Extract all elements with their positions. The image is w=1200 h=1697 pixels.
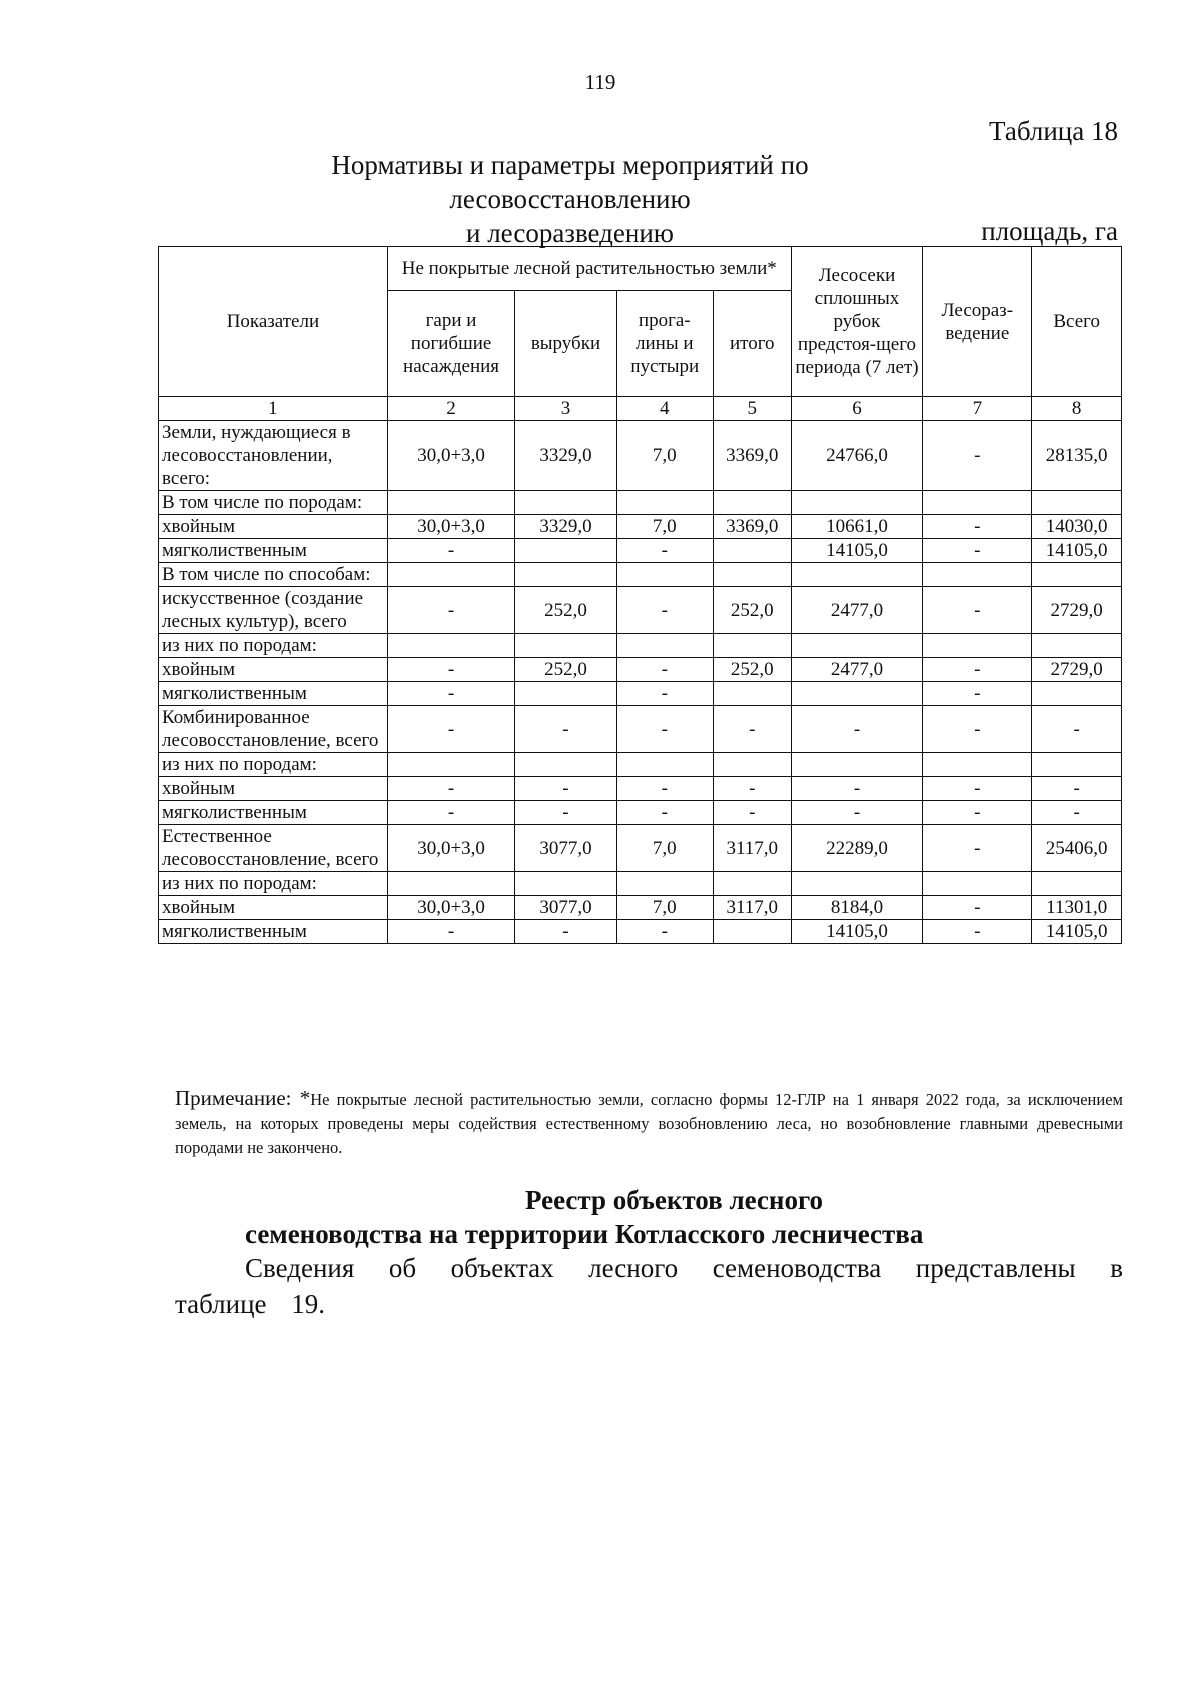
table-cell: - bbox=[515, 706, 616, 753]
units-label: площадь, га bbox=[981, 216, 1118, 246]
standards-table bbox=[158, 246, 1122, 944]
table-cell: 30,0+3,0 bbox=[387, 896, 514, 920]
table-cell: 3117,0 bbox=[713, 825, 791, 872]
table-cell: 30,0+3,0 bbox=[387, 825, 514, 872]
table-cell: 14105,0 bbox=[1032, 539, 1122, 563]
table-body bbox=[159, 421, 1122, 944]
table-cell: 7,0 bbox=[616, 515, 713, 539]
column-number: 5 bbox=[713, 397, 791, 421]
row-label: Естественное лесовосстановление, всего bbox=[159, 825, 388, 872]
row-label: В том числе по способам: bbox=[159, 563, 388, 587]
section-heading-line-1: Реестр объектов лесного bbox=[525, 1185, 824, 1215]
table-cell: 252,0 bbox=[515, 587, 616, 634]
table-cell: 10661,0 bbox=[791, 515, 923, 539]
row-label: искусственное (создание лесных культур), всего bbox=[159, 587, 388, 634]
table-cell bbox=[923, 491, 1032, 515]
row-label: Комбинированное лесовосстановление, всего bbox=[159, 706, 388, 753]
table-cell: 2477,0 bbox=[791, 587, 923, 634]
table-cell: - bbox=[387, 777, 514, 801]
table-cell: 252,0 bbox=[713, 587, 791, 634]
table-cell bbox=[616, 634, 713, 658]
table-cell: - bbox=[923, 421, 1032, 491]
table-cell: - bbox=[616, 658, 713, 682]
header-cuttings: вырубки bbox=[515, 291, 616, 397]
table-cell: - bbox=[791, 706, 923, 753]
row-label: хвойным bbox=[159, 515, 388, 539]
row-label: из них по породам: bbox=[159, 634, 388, 658]
table-cell: 25406,0 bbox=[1032, 825, 1122, 872]
table-cell bbox=[923, 563, 1032, 587]
table-cell: 14105,0 bbox=[791, 920, 923, 944]
table-row bbox=[159, 587, 1122, 634]
table-cell: 14105,0 bbox=[791, 539, 923, 563]
table-cell: 3369,0 bbox=[713, 421, 791, 491]
table-row bbox=[159, 753, 1122, 777]
table-cell: - bbox=[923, 658, 1032, 682]
table-cell: - bbox=[713, 777, 791, 801]
table-cell bbox=[1032, 682, 1122, 706]
table-cell: - bbox=[923, 682, 1032, 706]
row-label: хвойным bbox=[159, 896, 388, 920]
table-cell bbox=[515, 491, 616, 515]
column-number: 4 bbox=[616, 397, 713, 421]
table-footnote bbox=[175, 1086, 1123, 1160]
table-cell: 3369,0 bbox=[713, 515, 791, 539]
table-cell: - bbox=[616, 682, 713, 706]
table-cell: - bbox=[387, 801, 514, 825]
table-cell bbox=[515, 753, 616, 777]
row-label: мягколиственным bbox=[159, 801, 388, 825]
table-cell bbox=[713, 682, 791, 706]
table-row bbox=[159, 539, 1122, 563]
table-cell: 8184,0 bbox=[791, 896, 923, 920]
table-cell bbox=[791, 563, 923, 587]
table-cell bbox=[515, 872, 616, 896]
table-cell bbox=[387, 563, 514, 587]
table-cell bbox=[791, 491, 923, 515]
table-cell: 2729,0 bbox=[1032, 658, 1122, 682]
table-cell bbox=[713, 634, 791, 658]
table-cell bbox=[387, 872, 514, 896]
header-glades: прога-лины и пустыри bbox=[616, 291, 713, 397]
table-row bbox=[159, 896, 1122, 920]
table-cell bbox=[387, 753, 514, 777]
table-row bbox=[159, 682, 1122, 706]
table-cell bbox=[1032, 872, 1122, 896]
section-heading bbox=[0, 1183, 1200, 1251]
table-cell: 7,0 bbox=[616, 896, 713, 920]
page-number: 119 bbox=[584, 70, 616, 94]
table-title bbox=[230, 148, 910, 250]
table-row bbox=[159, 421, 1122, 491]
table-cell: - bbox=[616, 777, 713, 801]
header-afforestation: Лесораз-ведение bbox=[923, 247, 1032, 397]
table-row bbox=[159, 825, 1122, 872]
table-cell: - bbox=[515, 920, 616, 944]
table-cell bbox=[713, 563, 791, 587]
table-cell: - bbox=[923, 896, 1032, 920]
table-cell bbox=[387, 634, 514, 658]
column-number: 3 bbox=[515, 397, 616, 421]
table-cell: 252,0 bbox=[713, 658, 791, 682]
table-cell: - bbox=[515, 801, 616, 825]
table-cell: 11301,0 bbox=[1032, 896, 1122, 920]
table-cell bbox=[923, 753, 1032, 777]
table-cell bbox=[713, 872, 791, 896]
table-row bbox=[159, 801, 1122, 825]
table-row bbox=[159, 777, 1122, 801]
table-cell: 14030,0 bbox=[1032, 515, 1122, 539]
header-not-covered-lands: Не покрытые лесной растительностью земли* bbox=[387, 247, 791, 291]
table-cell: - bbox=[387, 587, 514, 634]
header-burned-stands: гари и погибшие насаждения bbox=[387, 291, 514, 397]
table-cell: 2477,0 bbox=[791, 658, 923, 682]
table-cell: 3077,0 bbox=[515, 896, 616, 920]
section-heading-line-2: семеноводства на территории Котласского лесничества bbox=[245, 1219, 924, 1249]
table-cell bbox=[713, 753, 791, 777]
column-number-row bbox=[159, 397, 1122, 421]
table-cell: - bbox=[923, 920, 1032, 944]
table-cell bbox=[515, 634, 616, 658]
table-cell: - bbox=[713, 706, 791, 753]
table-cell: - bbox=[616, 587, 713, 634]
table-cell: 3117,0 bbox=[713, 896, 791, 920]
header-clearcut-areas: Лесосеки сплошных рубок предстоя-щего периода (7 лет) bbox=[791, 247, 923, 397]
row-label: хвойным bbox=[159, 777, 388, 801]
table-cell: 30,0+3,0 bbox=[387, 421, 514, 491]
table-cell: 22289,0 bbox=[791, 825, 923, 872]
column-number: 2 bbox=[387, 397, 514, 421]
table-cell bbox=[923, 634, 1032, 658]
table-cell: - bbox=[791, 801, 923, 825]
table-row bbox=[159, 658, 1122, 682]
table-cell: - bbox=[387, 706, 514, 753]
row-label: мягколиственным bbox=[159, 682, 388, 706]
row-label: хвойным bbox=[159, 658, 388, 682]
table-cell: - bbox=[923, 825, 1032, 872]
table-cell: - bbox=[923, 539, 1032, 563]
table-cell: - bbox=[923, 801, 1032, 825]
row-label: из них по породам: bbox=[159, 753, 388, 777]
table-cell bbox=[791, 872, 923, 896]
table-cell: 2729,0 bbox=[1032, 587, 1122, 634]
table-cell: 7,0 bbox=[616, 421, 713, 491]
footnote-text: Не покрытые лесной растительностью земли, согласно формы 12-ГЛР на 1 января 2022 года, за исключением земель, на которых проведены меры содействия естественному возобновлению леса, но возобновление главными древесными породами не закончено. bbox=[175, 1090, 1123, 1157]
table-cell: 24766,0 bbox=[791, 421, 923, 491]
table-cell bbox=[713, 491, 791, 515]
table-cell: - bbox=[387, 658, 514, 682]
table-cell bbox=[713, 920, 791, 944]
table-cell: 3329,0 bbox=[515, 515, 616, 539]
table-cell bbox=[713, 539, 791, 563]
table-cell: - bbox=[923, 515, 1032, 539]
table-cell: - bbox=[616, 801, 713, 825]
table-cell: 3329,0 bbox=[515, 421, 616, 491]
table-cell: - bbox=[1032, 706, 1122, 753]
table-cell: - bbox=[713, 801, 791, 825]
table-cell bbox=[1032, 753, 1122, 777]
table-cell bbox=[616, 872, 713, 896]
table-row bbox=[159, 706, 1122, 753]
table-cell: - bbox=[387, 920, 514, 944]
header-indicators: Показатели bbox=[159, 247, 388, 397]
table-cell: - bbox=[923, 587, 1032, 634]
table-cell bbox=[791, 682, 923, 706]
table-row bbox=[159, 920, 1122, 944]
row-label: В том числе по породам: bbox=[159, 491, 388, 515]
row-label: из них по породам: bbox=[159, 872, 388, 896]
table-cell: - bbox=[616, 920, 713, 944]
table-cell bbox=[1032, 491, 1122, 515]
table-cell bbox=[791, 634, 923, 658]
header-grand-total: Всего bbox=[1032, 247, 1122, 397]
table-cell bbox=[1032, 634, 1122, 658]
row-label: мягколиственным bbox=[159, 539, 388, 563]
table-cell: - bbox=[387, 539, 514, 563]
table-cell: - bbox=[1032, 777, 1122, 801]
table-cell: - bbox=[791, 777, 923, 801]
header-subtotal: итого bbox=[713, 291, 791, 397]
table-cell: 7,0 bbox=[616, 825, 713, 872]
table-row bbox=[159, 515, 1122, 539]
table-cell: 3077,0 bbox=[515, 825, 616, 872]
body-paragraph: Сведения об объектах лесного семеноводства представлены в таблице 19. bbox=[175, 1253, 1123, 1319]
table-title-line-1: Нормативы и параметры мероприятий по лесовосстановлению bbox=[331, 150, 809, 214]
table-cell bbox=[387, 491, 514, 515]
row-label: мягколиственным bbox=[159, 920, 388, 944]
table-cell: - bbox=[923, 706, 1032, 753]
table-cell bbox=[1032, 563, 1122, 587]
table-cell bbox=[616, 563, 713, 587]
table-cell: 252,0 bbox=[515, 658, 616, 682]
table-cell: - bbox=[923, 777, 1032, 801]
table-cell bbox=[791, 753, 923, 777]
column-number: 8 bbox=[1032, 397, 1122, 421]
row-label: Земли, нуждающиеся в лесовосстановлении, всего: bbox=[159, 421, 388, 491]
table-cell bbox=[515, 563, 616, 587]
table-label: Таблица 18 bbox=[989, 116, 1118, 146]
table-row bbox=[159, 634, 1122, 658]
table-row bbox=[159, 491, 1122, 515]
table-cell: 30,0+3,0 bbox=[387, 515, 514, 539]
table-row bbox=[159, 563, 1122, 587]
table-cell: 28135,0 bbox=[1032, 421, 1122, 491]
table-cell: - bbox=[515, 777, 616, 801]
table-row bbox=[159, 872, 1122, 896]
column-number: 1 bbox=[159, 397, 388, 421]
table-cell bbox=[616, 491, 713, 515]
column-number: 7 bbox=[923, 397, 1032, 421]
table-cell: - bbox=[616, 539, 713, 563]
table-cell bbox=[515, 539, 616, 563]
table-cell: - bbox=[387, 682, 514, 706]
table-cell bbox=[515, 682, 616, 706]
table-cell bbox=[923, 872, 1032, 896]
table-cell: - bbox=[1032, 801, 1122, 825]
column-number: 6 bbox=[791, 397, 923, 421]
table-title-line-2: и лесоразведению bbox=[466, 218, 674, 248]
footnote-prefix: Примечание: * bbox=[175, 1086, 311, 1110]
table-cell bbox=[616, 753, 713, 777]
table-cell: 14105,0 bbox=[1032, 920, 1122, 944]
table-cell: - bbox=[616, 706, 713, 753]
